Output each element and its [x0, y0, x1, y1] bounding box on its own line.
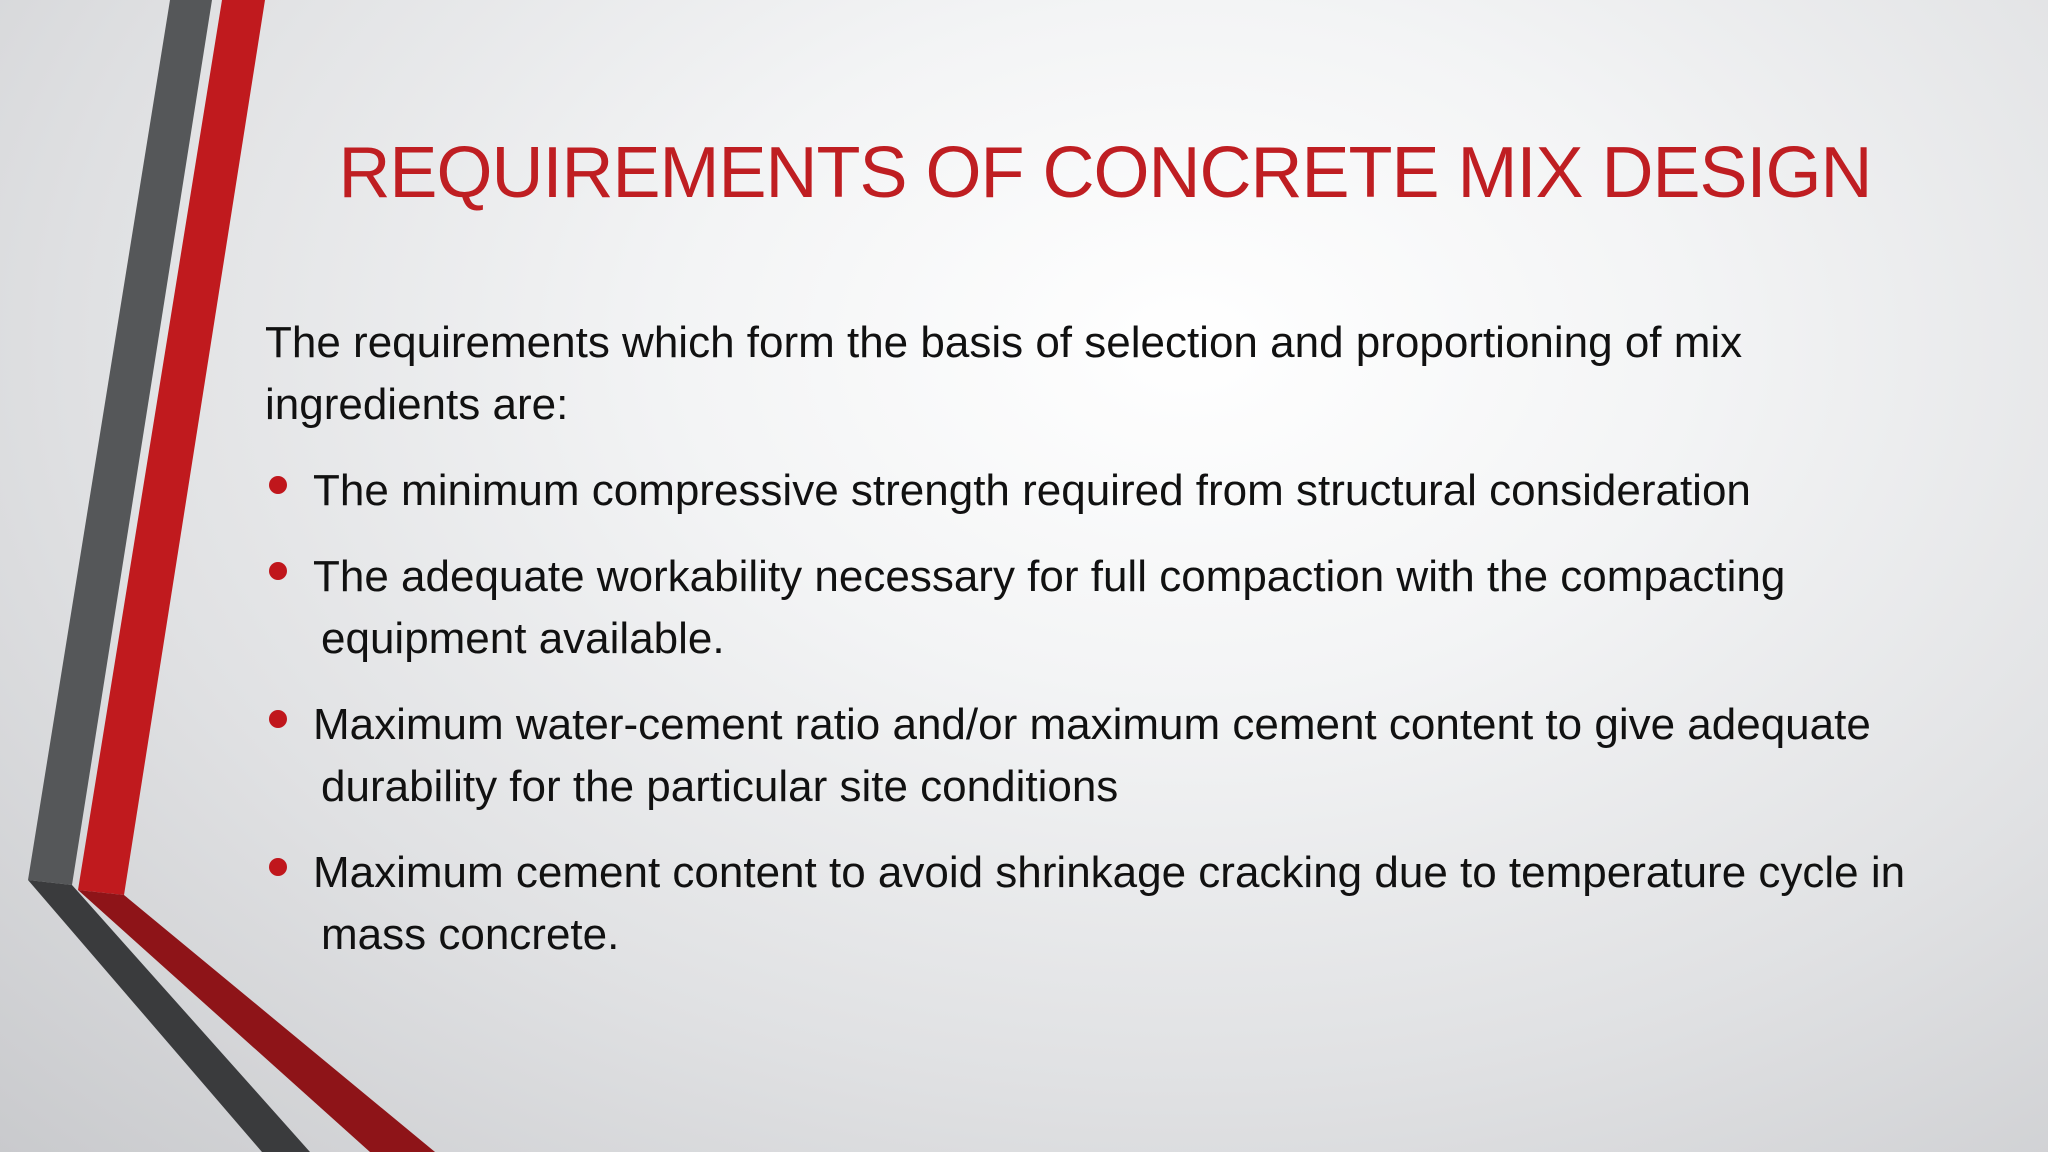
list-item — [265, 546, 1925, 670]
list-item-text: The adequate workability necessary for full compaction with the compacting equipment available. — [313, 552, 1786, 663]
list-item — [265, 460, 1925, 522]
list-item-text: Maximum water-cement ratio and/or maximum cement content to give adequate durability for the particular site conditions — [313, 700, 1871, 811]
list-item-text: The minimum compressive strength required from structural consideration — [313, 466, 1751, 515]
requirements-list — [265, 460, 1925, 990]
bullet-icon — [269, 858, 287, 876]
bullet-icon — [269, 562, 287, 580]
bullet-icon — [269, 710, 287, 728]
bullet-icon — [269, 476, 287, 494]
list-item — [265, 842, 1925, 966]
intro-paragraph: The requirements which form the basis of selection and proportioning of mix ingredients are: — [265, 318, 1743, 429]
slide-title: REQUIREMENTS OF CONCRETE MIX DESIGN — [338, 133, 1872, 213]
list-item-text: Maximum cement content to avoid shrinkage cracking due to temperature cycle in mass concrete. — [313, 848, 1906, 959]
list-item — [265, 694, 1925, 818]
